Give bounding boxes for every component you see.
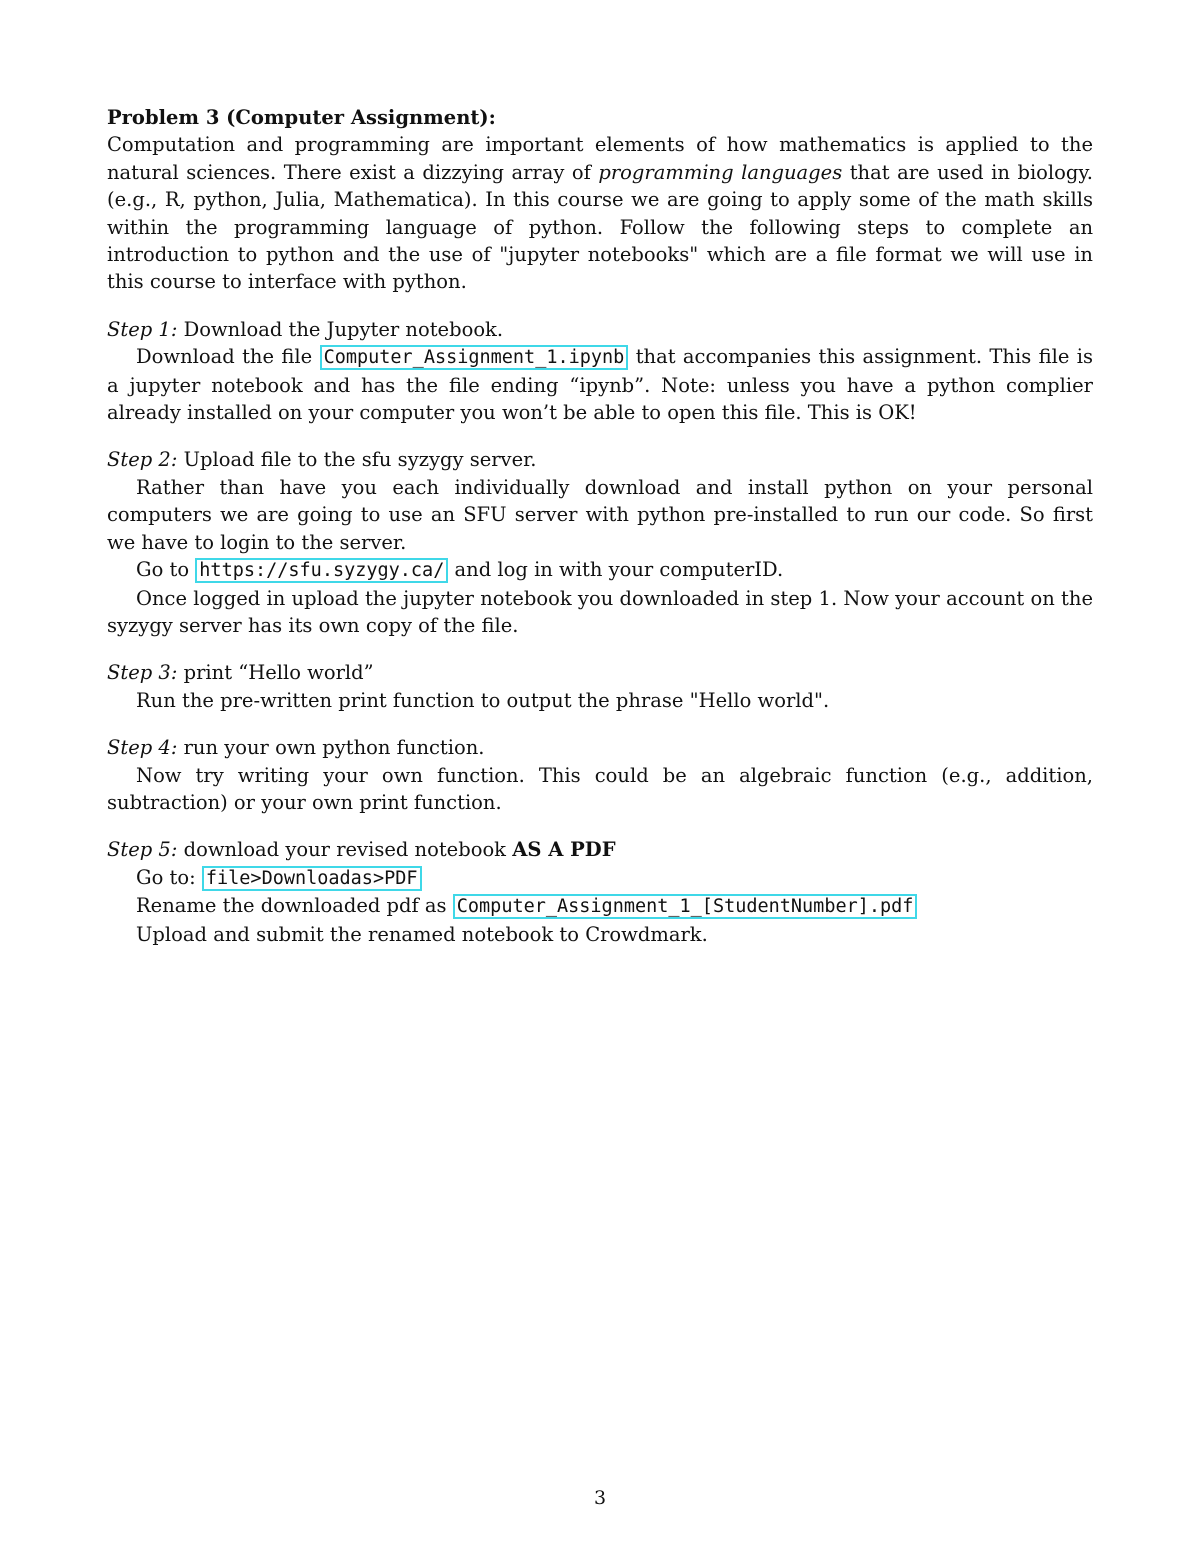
step-3-title: print “Hello world” [183,661,374,685]
intro-emphasis: programming languages [598,160,843,184]
step-5 [107,836,1093,948]
page-number: 3 [593,1487,607,1509]
step-2-heading [107,446,1093,473]
step-4-body: Now try writing your own function. This could be an algebraic function (e.g., addition, subtraction) or your own print function. [107,763,1093,814]
step-1-text-pre: Download the file [136,345,320,369]
step-2-body-3: Once logged in upload the jupyter notebook you downloaded in step 1. Now your account on the syzygy server has its own copy of the file. [107,586,1093,637]
step-4-heading [107,734,1093,761]
step-3-label: Step 3: [107,661,178,685]
step-5-text-1: Go to: [136,865,202,889]
step-4-label: Step 4: [107,736,178,760]
step-1 [107,316,1093,427]
step-5-body-2 [107,892,1093,920]
step-1-title: Download the Jupyter notebook. [183,317,504,341]
notebook-file-link[interactable]: Computer_Assignment_1.ipynb [320,345,629,370]
step-3 [107,659,1093,714]
syzygy-server-link[interactable]: https://sfu.syzygy.ca/ [195,558,448,583]
step-5-heading [107,836,1093,863]
step-3-body: Run the pre-written print function to output the phrase "Hello world". [136,688,830,712]
intro-text-1: Computation and programming are important elements of how mathematics is applied to the natural sciences. There exist a dizzying array of [107,133,1093,184]
step-2-label: Step 2: [107,448,178,472]
step-2-text-post: and log in with your computerID. [448,558,784,582]
step-5-title: download your revised notebook [183,838,513,862]
step-1-heading [107,316,1093,343]
step-5-text-2: Rename the downloaded pdf as [136,894,453,918]
step-4 [107,734,1093,816]
step-2-body-1: Rather than have you each individually download and install python on your personal computers we are going to use an SFU server with python pre-installed to run our code. So first we have to login to the server. [107,475,1093,554]
step-5-body-1 [107,864,1093,892]
renamed-pdf-filename-link[interactable]: Computer_Assignment_1_[StudentNumber].pdf [453,894,918,919]
step-2-body-2 [107,556,1093,584]
problem-intro [107,131,1093,295]
download-menu-path-link[interactable]: file>Downloadas>PDF [202,866,422,891]
step-1-body [107,343,1093,426]
step-1-label: Step 1: [107,317,178,341]
step-4-title: run your own python function. [183,736,485,760]
step-5-body-3: Upload and submit the renamed notebook to Crowdmark. [136,922,708,946]
document-page [107,104,1093,948]
problem-title: Problem 3 (Computer Assignment): [107,106,496,129]
step-3-heading [107,659,1093,686]
intro-text-2: that are used in biology. (e.g., R, python, Julia, Mathematica). In this course we are going to apply some of the math skills within the programming language of python. Follow the following steps to complete an introduction to python and the use of "jupyter notebooks" which are a file format we will use in this course to interface with python. [107,160,1094,294]
step-2 [107,446,1093,639]
step-5-title-bold: AS A PDF [512,838,616,862]
step-5-label: Step 5: [107,838,178,862]
step-2-title: Upload file to the sfu syzygy server. [183,448,537,472]
step-1-text-post: that accompanies this assignment. This file is a jupyter notebook and has the file ending “ipynb”. Note: unless you have a python complier already installed on your computer you won’t be able to open this file. This is OK! [107,345,1093,425]
step-2-text-pre: Go to [136,558,196,582]
